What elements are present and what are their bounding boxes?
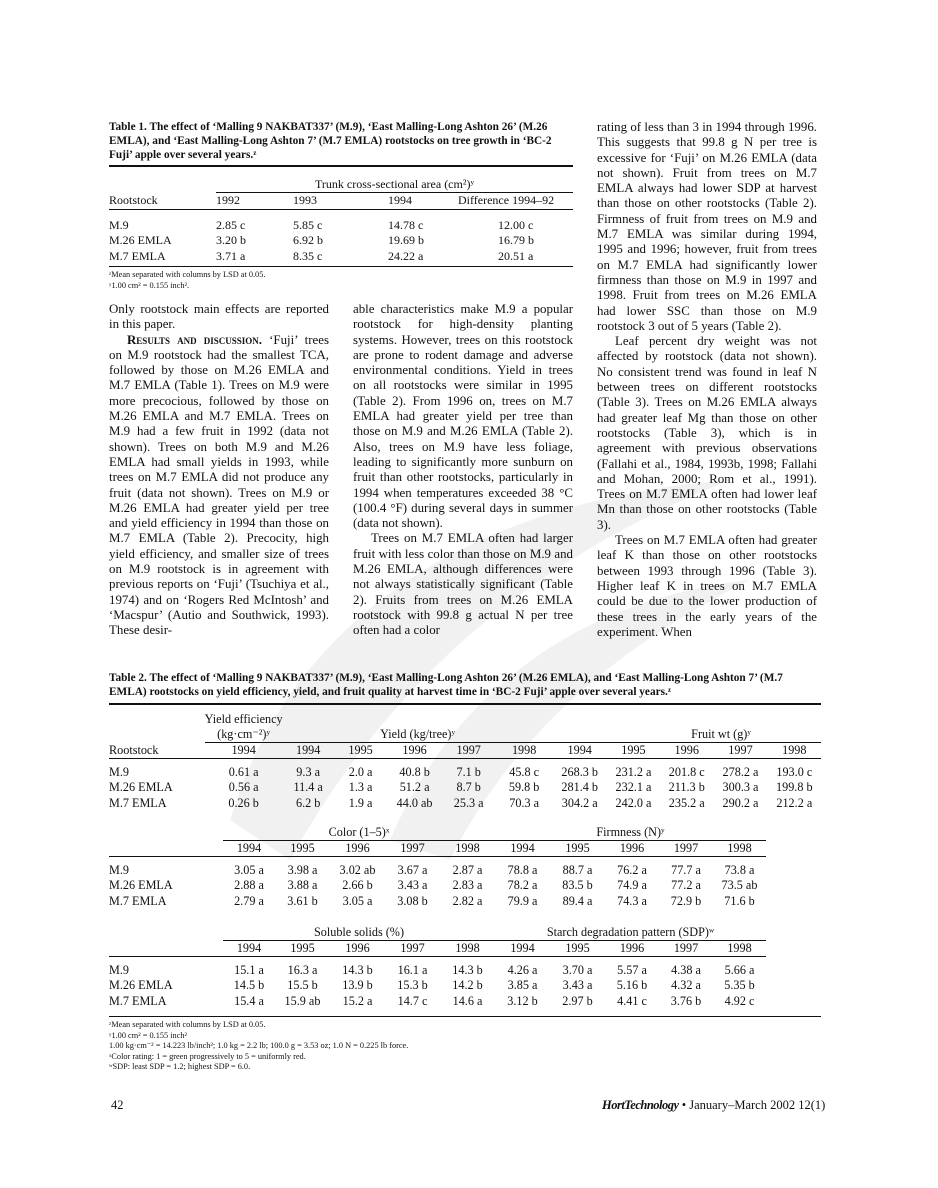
table1-cell: 19.69 b: [388, 233, 424, 248]
data-cell: 2.79 a: [234, 893, 264, 908]
data-cell: 3.05 a: [234, 863, 264, 878]
table-row: [109, 218, 573, 234]
data-cell: 3.61 b: [287, 893, 318, 908]
year-header: 1995: [621, 743, 646, 757]
year-header: 1998: [727, 841, 752, 855]
data-cell: 73.8 a: [724, 863, 755, 878]
data-cell: 14.7 c: [397, 993, 428, 1008]
year-header: 1994: [231, 743, 256, 757]
data-cell: 2.97 b: [562, 993, 593, 1008]
table1-cell: 3.71 a: [216, 248, 246, 263]
data-cell: 212.2 a: [776, 795, 813, 810]
footnote: 1.00 kg·cm⁻² = 14.223 lb/inch²; 1.0 kg = 2.2 lb; 100.0 g = 3.53 oz; 1.0 N = 0.225 lb force.: [109, 1041, 409, 1050]
table2-footnotes: [109, 1020, 821, 1073]
data-cell: 79.9 a: [507, 893, 538, 908]
data-cell: 4.26 a: [507, 963, 538, 978]
table2-block-yield: [109, 712, 821, 811]
data-cell: 5.57 a: [617, 963, 647, 978]
data-cell: 1.3 a: [348, 780, 373, 795]
table1-cell: M.7 EMLA: [109, 248, 166, 263]
data-cell: 70.3 a: [509, 795, 540, 810]
data-cell: 72.9 b: [670, 893, 702, 908]
data-cell: 5.35 b: [724, 978, 755, 993]
data-cell: 83.5 b: [562, 878, 593, 893]
data-cell: 2.0 a: [348, 765, 373, 780]
data-cell: 5.16 b: [616, 978, 648, 993]
data-cell: 232.1 a: [615, 780, 652, 795]
year-header: 1997: [728, 743, 753, 757]
paragraph: Leaf percent dry weight was not affected by rootstock (data not shown). No consistent trend was found in leaf N between trees on different rootstocks (Table 3). Trees on M.26 EMLA always had greater leaf Mg than those on other rootstocks (Table 3), which is in agreement with previous observations (Fallahi et al., 1984, 1993b, 1998; Fallahi and Mohan, 2000; Rom et al., 1991). Trees on M.7 EMLA often had lower leaf Mn than those on other rootstocks (Table 3).: [597, 334, 817, 532]
table-row: [109, 233, 573, 249]
data-cell: 278.2 a: [722, 765, 759, 780]
year-header: 1997: [400, 841, 425, 855]
rootstock-cell: M.9: [109, 863, 129, 878]
table1-header: 1993: [293, 193, 317, 208]
year-header: 1998: [455, 841, 480, 855]
data-cell: 0.61 a: [228, 765, 259, 780]
year-header: 1995: [565, 941, 590, 955]
year-header: 1997: [673, 841, 699, 855]
table2-top-rule: [109, 703, 821, 705]
year-header: 1995: [290, 941, 315, 955]
data-cell: 3.88 a: [287, 878, 318, 893]
data-cell: 193.0 c: [776, 765, 813, 780]
table2-caption: Table 2. The effect of ‘Malling 9 NAKBAT337’ (M.9), ‘East Malling-Long Ashton 26’ (M.26 EMLA), and ‘East Malling-Long Ashton 7’ (M.7 EMLA) rootstocks on yield efficiency, yield, and fruit quality at harvest time in ‘BC-2 Fuji’ apple over several years.ᶻ: [109, 672, 783, 698]
table1-cell: 14.78 c: [388, 217, 424, 232]
year-header: 1995: [290, 841, 315, 855]
footnote: ᶻMean separated with columns by LSD at 0.05.: [109, 1020, 266, 1029]
table1-header: 1994: [388, 193, 412, 208]
data-cell: 1.9 a: [348, 795, 373, 810]
rootstock-label: Rootstock: [109, 742, 159, 757]
table1-footnotes: [109, 270, 573, 291]
table1-cell: 20.51 a: [498, 248, 534, 263]
body-column-3: [597, 120, 817, 640]
data-cell: 88.7 a: [562, 863, 593, 878]
table-row: [109, 780, 821, 795]
year-header: 1997: [456, 743, 481, 757]
data-cell: 11.4 a: [293, 780, 323, 795]
table1-cell: M.26 EMLA: [109, 233, 172, 248]
data-cell: 14.2 b: [452, 978, 483, 993]
rootstock-cell: M.7 EMLA: [109, 993, 167, 1008]
year-header: 1994: [510, 941, 535, 955]
table1-top-rule: [109, 165, 573, 167]
paragraph: Only rootstock main effects are reported in this paper.: [109, 302, 329, 332]
data-cell: 0.26 b: [228, 795, 259, 810]
data-cell: 15.3 b: [397, 978, 428, 993]
journal-footer: [602, 1098, 825, 1113]
data-cell: 4.38 a: [671, 963, 701, 978]
fruit-weight-label: Fruit wt (g)ʸ: [553, 727, 821, 743]
data-cell: 2.83 a: [452, 878, 483, 893]
data-cell: 77.2 a: [671, 878, 701, 893]
year-header: 1994: [295, 743, 321, 757]
year-header: 1997: [673, 941, 699, 955]
year-header: 1996: [402, 743, 427, 757]
year-header: 1998: [455, 941, 480, 955]
year-header: 1995: [565, 841, 590, 855]
table1-cell: 8.35 c: [293, 248, 323, 263]
table1: [109, 176, 573, 264]
data-cell: 3.43 a: [397, 878, 428, 893]
table1-bottom-rule: [109, 266, 573, 267]
year-header: 1995: [348, 743, 373, 757]
rootstock-cell: M.9: [109, 765, 129, 780]
footnote: ʷSDP: least SDP = 1.2; highest SDP = 6.0.: [109, 1062, 251, 1071]
data-cell: 16.3 a: [287, 963, 318, 978]
table1-cell: 2.85 c: [216, 217, 246, 232]
data-cell: 3.76 b: [670, 993, 702, 1008]
data-cell: 74.9 a: [617, 878, 647, 893]
data-cell: 3.08 b: [397, 893, 428, 908]
data-cell: 4.41 c: [617, 993, 647, 1008]
year-header: 1998: [511, 743, 537, 757]
table1-cell: 5.85 c: [293, 217, 323, 232]
journal-logo: HortTechnology: [602, 1098, 679, 1112]
data-cell: 3.43 a: [562, 978, 593, 993]
data-cell: 9.3 a: [296, 765, 320, 780]
data-cell: 231.2 a: [615, 765, 652, 780]
data-cell: 199.8 b: [776, 780, 813, 795]
data-cell: 78.2 a: [507, 878, 538, 893]
data-cell: 74.3 a: [617, 893, 647, 908]
table1-cell: 16.79 b: [498, 233, 534, 248]
data-cell: 15.1 a: [234, 963, 264, 978]
table1-cell: M.9: [109, 217, 129, 232]
rootstock-cell: M.26 EMLA: [109, 878, 173, 893]
data-cell: 3.70 a: [562, 963, 593, 978]
paragraph: rating of less than 3 in 1994 through 1996. This suggests that 99.8 g N per tree is excessive for ‘Fuji’ on M.26 EMLA (data not shown). Fruit from trees on M.7 EMLA always had lower SDP at harvest than those on other rootstocks (Table 2). Firmness of fruit from trees on M.9 and M.7 EMLA was similar during 1994, 1995 and 1996; however, fruit from trees on M.7 EMLA had significantly lower firmness than those on M.9 in 1997 and 1998. Fruit from trees on M.26 EMLA had lower SSC than those on M.9 rootstock 3 out of 5 years (Table 2).: [597, 120, 817, 333]
data-cell: 4.92 c: [724, 993, 755, 1008]
year-header: 1994: [510, 841, 535, 855]
data-cell: 44.0 ab: [396, 795, 433, 810]
data-cell: 304.2 a: [561, 795, 598, 810]
data-cell: 89.4 a: [562, 893, 593, 908]
issue-info: • January–March 2002 12(1): [681, 1098, 826, 1112]
table1-cell: 3.20 b: [216, 233, 246, 248]
table1-group-header: Trunk cross-sectional area (cm²)ʸ: [216, 176, 573, 193]
data-cell: 45.8 c: [509, 765, 540, 780]
table2-block-solids-sdp: [109, 925, 766, 1009]
data-cell: 0.56 a: [228, 780, 259, 795]
year-header: 1996: [619, 941, 645, 955]
yield-efficiency-unit: (kg·cm⁻²)ʸ: [205, 727, 283, 743]
data-cell: 14.3 b: [342, 963, 373, 978]
table-row: [109, 978, 766, 993]
table-row: [109, 878, 766, 893]
data-cell: 2.87 a: [452, 863, 483, 878]
table-row: [109, 894, 766, 909]
table1-cell: 12.00 c: [498, 217, 534, 232]
data-cell: 40.8 b: [399, 765, 430, 780]
footnote: ʸ1.00 cm² = 0.155 inch².: [109, 280, 190, 290]
data-cell: 3.67 a: [397, 863, 428, 878]
color-label: Color (1–5)ˣ: [223, 825, 495, 841]
table-row: [109, 994, 766, 1009]
data-cell: 235.2 a: [668, 795, 705, 810]
year-header: 1996: [345, 941, 370, 955]
table2-block-color-firmness: [109, 825, 766, 909]
data-cell: 242.0 a: [615, 795, 652, 810]
data-cell: 3.12 b: [507, 993, 538, 1008]
data-cell: 13.9 b: [342, 978, 373, 993]
data-cell: 59.8 b: [508, 780, 540, 795]
section-heading: Results and discussion.: [127, 332, 262, 347]
rootstock-cell: M.7 EMLA: [109, 795, 167, 810]
rootstock-cell: M.7 EMLA: [109, 893, 167, 908]
data-cell: 2.82 a: [452, 893, 483, 908]
data-cell: 16.1 a: [397, 963, 428, 978]
rootstock-cell: M.26 EMLA: [109, 780, 173, 795]
table1-cell: 24.22 a: [388, 248, 424, 263]
table-row: [109, 863, 766, 878]
table2-bottom-rule: [109, 1016, 821, 1017]
year-header: 1994: [236, 941, 262, 955]
footnote: ʸ1.00 cm² = 0.155 inch²: [109, 1030, 188, 1040]
data-cell: 2.66 b: [342, 878, 373, 893]
data-cell: 15.4 a: [234, 993, 264, 1008]
paragraph: able characteristics make M.9 a popular rootstock for high-density planting systems. However, trees on this rootstock are prone to rodent damage and adverse environmental conditions. Yield in trees on all rootstocks were similar in 1995 (Table 2). From 1996 on, trees on M.7 EMLA had greater yield per tree than those on M.9 and M.26 EMLA (Table 2). Also, trees on M.9 have less foliage, leading to significantly more sunburn on fruit than other rootstocks, particularly in 1994 when temperatures exceeded 38 °C (100.4 °F) during several days in summer (data not shown).: [353, 302, 573, 531]
data-cell: 268.3 b: [561, 765, 598, 780]
year-header: 1998: [782, 743, 807, 757]
data-cell: 211.3 b: [668, 780, 705, 795]
year-header: 1994: [236, 841, 262, 855]
year-header: 1998: [727, 941, 752, 955]
data-cell: 3.85 a: [507, 978, 538, 993]
paragraph: ‘Fuji’ trees on M.9 rootstock had the smallest TCA, followed by those on M.26 EMLA and M.7 EMLA (Table 1). Trees on M.9 were more precocious, followed by those on M.26 EMLA and M.7 EMLA. Trees on M.9 had a few fruit in 1992 (data not shown). Trees on both M.9 and M.26 EMLA had small yields in 1993, while trees on M.7 EMLA did not produce any fruit (data not shown). Trees on M.9 or M.26 EMLA had greater yield per tree and yield efficiency in 1994 than those on M.7 EMLA (Table 2). Precocity, high yield efficiency, and smaller size of trees on M.9 rootstock is in agreement with previous reports on ‘Fuji’ (Tsuchiya et al., 1974) and on ‘Rogers Red McIntosh’ and ‘Macspur’ (Autio and Southwick, 1993). These desir-: [109, 332, 329, 638]
table1-cell: 6.92 b: [293, 233, 323, 248]
data-cell: 5.66 a: [724, 963, 755, 978]
footnote: ˣColor rating: 1 = green progressively to 5 = uniformly red.: [109, 1051, 306, 1061]
data-cell: 14.3 b: [452, 963, 483, 978]
data-cell: 78.8 a: [507, 863, 538, 878]
data-cell: 300.3 a: [722, 780, 759, 795]
page-number: 42: [111, 1098, 124, 1112]
data-cell: 77.7 a: [671, 863, 701, 878]
data-cell: 201.8 c: [668, 765, 705, 780]
body-column-2: [353, 302, 573, 639]
footnote: ᶻMean separated with columns by LSD at 0.05.: [109, 270, 266, 279]
year-header: 1996: [674, 743, 699, 757]
data-cell: 14.5 b: [233, 978, 265, 993]
data-cell: 15.9 ab: [284, 993, 321, 1008]
data-cell: 14.6 a: [452, 993, 483, 1008]
year-header: 1997: [400, 941, 425, 955]
data-cell: 3.05 a: [342, 893, 373, 908]
data-cell: 71.6 b: [724, 893, 755, 908]
data-cell: 2.88 a: [234, 878, 264, 893]
table-row: [109, 796, 821, 811]
data-cell: 6.2 b: [295, 795, 321, 810]
data-cell: 51.2 a: [399, 780, 430, 795]
year-header: 1996: [619, 841, 645, 855]
yield-label: Yield (kg/tree)ʸ: [283, 727, 553, 743]
data-cell: 3.02 ab: [339, 863, 376, 878]
data-cell: 15.5 b: [287, 978, 318, 993]
yield-efficiency-label: Yield efficiency: [204, 712, 283, 726]
table-row: [109, 963, 766, 978]
year-header: 1996: [345, 841, 370, 855]
data-cell: 73.5 ab: [721, 878, 758, 893]
paragraph: Trees on M.7 EMLA often had larger fruit with less color than those on M.9 and M.26 EMLA, although differences were not always statistically significant (Table 2). Fruits from trees on M.26 EMLA rootstock with 99.8 g actual N per tree often had a color: [353, 531, 573, 638]
table1-caption: Table 1. The effect of ‘Malling 9 NAKBAT337’ (M.9), ‘East Malling-Long Ashton 26’ (M.26 EMLA), and ‘East Malling-Long Ashton 7’ (M.7 EMLA) rootstocks on tree growth in ‘BC-2 Fuji’ apple over several years.ᶻ: [109, 121, 552, 161]
data-cell: 76.2 a: [617, 863, 647, 878]
table1-header: 1992: [216, 193, 240, 208]
soluble-solids-label: Soluble solids (%): [223, 925, 495, 941]
year-header: 1994: [567, 743, 592, 757]
body-column-1: [109, 302, 329, 639]
data-cell: 4.32 a: [671, 978, 701, 993]
data-cell: 7.1 b: [456, 765, 481, 780]
rootstock-cell: M.9: [109, 963, 129, 978]
firmness-label: Firmness (N)ʸ: [495, 825, 766, 841]
table1-header: Difference 1994–92: [458, 193, 555, 208]
table1-header: Rootstock: [109, 193, 158, 207]
table-row: [109, 765, 821, 780]
data-cell: 8.7 b: [456, 780, 481, 795]
data-cell: 281.4 b: [561, 780, 598, 795]
data-cell: 3.98 a: [287, 863, 318, 878]
sdp-label: Starch degradation pattern (SDP)ʷ: [495, 925, 766, 941]
rootstock-cell: M.26 EMLA: [109, 978, 173, 993]
data-cell: 290.2 a: [722, 795, 759, 810]
data-cell: 25.3 a: [453, 795, 484, 810]
table-row: [109, 249, 573, 265]
data-cell: 15.2 a: [342, 993, 373, 1008]
paragraph: Trees on M.7 EMLA often had greater leaf K than those on other rootstocks between 1993 through 1996 (Table 3). Higher leaf K in trees on M.7 EMLA could be due to the lower production of these trees in the early years of the experiment. When: [597, 533, 817, 639]
